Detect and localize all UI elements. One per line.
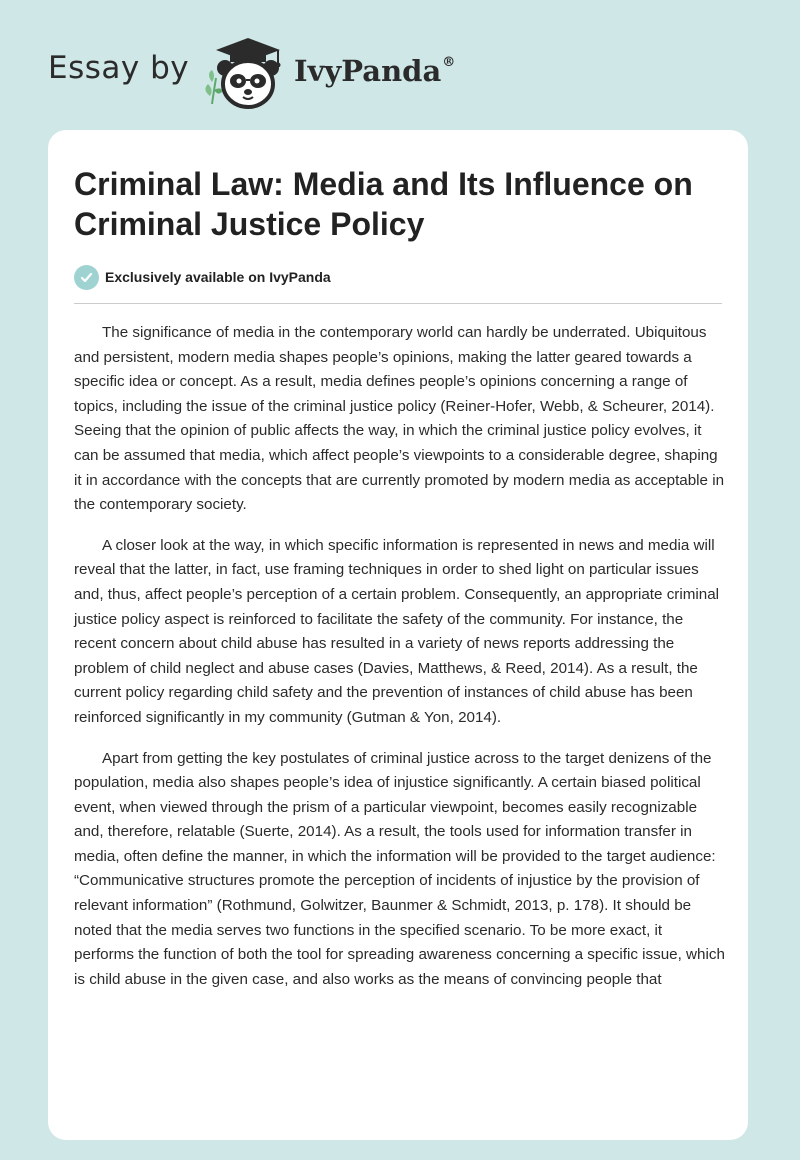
page-title: Criminal Law: Media and Its Influence on Criminal Justice Policy <box>74 166 693 242</box>
essay-body <box>74 321 726 1008</box>
exclusive-label: Exclusively available on IvyPanda <box>105 269 331 285</box>
paragraph: A closer look at the way, in which specific information is represented in news and media will reveal that the latter, in fact, use framing techniques in order to shed light on particular issues and, thus, affect people’s perception of a certain problem. Consequently, an appropriate criminal justice policy aspect is reinforced to facilitate the safety of the community. For instance, the recent concern about child abuse has resulted in a variety of news reports addressing the problem of child neglect and abuse cases (Davies, Matthews, & Reed, 2014). As a result, the current policy regarding child safety and the prevention of instances of child abuse has been reinforced significantly in my community (Gutman & Yon, 2014). <box>74 536 720 726</box>
essay-by-label: Essay by <box>48 50 190 86</box>
brand-name[interactable]: IvyPanda® <box>294 54 456 88</box>
divider <box>74 303 722 304</box>
exclusive-badge <box>74 264 331 290</box>
check-icon <box>74 265 99 290</box>
panda-logo-icon[interactable] <box>200 34 290 110</box>
paragraph: Apart from getting the key postulates of criminal justice across to the target denizens of the population, media also shapes people’s idea of injustice significantly. A certain biased political event, when viewed through the prism of a particular viewpoint, becomes easily recognizable and, therefore, relatable (Suerte, 2014). As a result, the tools used for information transfer in media, often define the manner, in which the information will be provided to the target audience: “Communicative structures promote the perception of incidents of injustice by the provision of relevant information” (Rothmund, Golwitzer, Baunmer & Schmidt, 2013, p. 178). It should be noted that the media serves two functions in the specified scenario. To be more exact, it performs the function of both the tool for spreading awareness concerning a specific issue, which is child abuse in the given case, and also works as the means of convincing people that <box>74 749 725 988</box>
site-header <box>0 0 800 130</box>
essay-card <box>48 130 748 1140</box>
paragraph: The significance of media in the contemporary world can hardly be underrated. Ubiquitous and persistent, modern media shapes people’s opinions, making the latter geared towards a specific idea or concept. As a result, media defines people’s opinions concerning a range of topics, including the issue of the criminal justice policy (Reiner-Hofer, Webb, & Scheurer, 2014). Seeing that the opinion of public affects the way, in which the criminal justice policy evolves, it can be assumed that media, which affect people’s viewpoints to a considerable degree, shaping it in accordance with the concepts that are currently promoted by modern media as acceptable in the contemporary society. <box>74 324 725 514</box>
